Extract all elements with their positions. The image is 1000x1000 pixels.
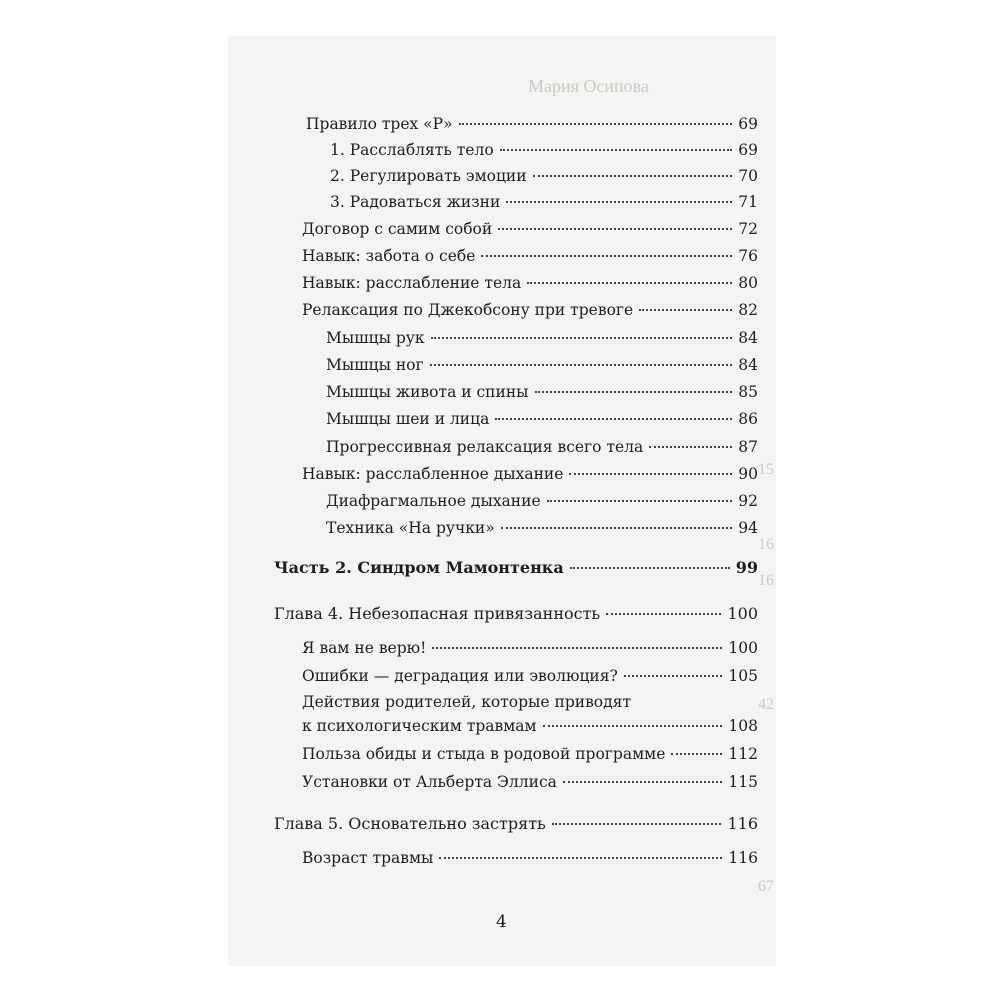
toc-entry xyxy=(302,744,758,764)
toc-entry xyxy=(302,666,758,686)
toc-entry-title: Диафрагмальное дыхание xyxy=(326,492,541,510)
toc-entry-page: 100 xyxy=(727,604,758,623)
toc-entry-title: Мышцы рук xyxy=(326,329,425,347)
toc-part-heading xyxy=(274,558,758,578)
toc-entry-title: Мышцы шеи и лица xyxy=(326,410,490,428)
toc-chapter-heading xyxy=(274,814,758,834)
toc-entry-page: 108 xyxy=(728,717,758,735)
toc-entry xyxy=(326,491,758,511)
toc-entry xyxy=(302,772,758,792)
bleed-through-number: 42 xyxy=(758,696,774,713)
bleed-through-number: 67 xyxy=(758,878,774,895)
toc-entry-page: 69 xyxy=(738,115,758,133)
toc-leader-dots xyxy=(500,149,733,151)
toc-leader-dots xyxy=(535,391,733,393)
toc-leader-dots xyxy=(624,675,723,677)
toc-entry xyxy=(302,246,758,266)
toc-leader-dots xyxy=(498,228,732,230)
toc-entry-page: 84 xyxy=(738,356,758,374)
toc-entry-page: 72 xyxy=(738,220,758,238)
toc-entry-page: 82 xyxy=(738,301,758,319)
toc-leader-dots xyxy=(563,781,723,783)
toc-entry xyxy=(326,355,758,375)
toc-entry-page: 69 xyxy=(738,141,758,159)
toc-entry-title: Я вам не верю! xyxy=(302,639,427,657)
bleed-through-number: 15 xyxy=(758,461,774,478)
toc-leader-dots xyxy=(495,418,732,420)
toc-entry xyxy=(326,518,758,538)
toc-leader-dots xyxy=(606,613,721,615)
toc-leader-dots xyxy=(552,823,722,825)
toc-entry-page: 71 xyxy=(738,193,758,211)
toc-entry-title: Навык: расслабленное дыхание xyxy=(302,465,564,483)
toc-leader-dots xyxy=(439,857,722,859)
toc-entry-title: Прогрессивная релаксация всего тела xyxy=(326,438,644,456)
toc-leader-dots xyxy=(547,500,733,502)
toc-leader-dots xyxy=(533,175,733,177)
toc-entry-page: 85 xyxy=(738,383,758,401)
toc-chapter-heading xyxy=(274,604,758,624)
toc-entry xyxy=(302,219,758,239)
toc-entry xyxy=(326,409,758,429)
toc-entry xyxy=(302,300,758,320)
toc-entry-page: 92 xyxy=(738,492,758,510)
toc-entry-page: 99 xyxy=(735,558,758,577)
toc-entry xyxy=(330,192,758,212)
toc-leader-dots xyxy=(649,446,732,448)
toc-entry xyxy=(326,328,758,348)
toc-entry-title: к психологическим травмам xyxy=(302,717,537,735)
bleed-through-number: 16 xyxy=(758,536,774,553)
toc-leader-dots xyxy=(459,123,733,125)
toc-entry-title: Релаксация по Джекобсону при тревоге xyxy=(302,301,634,319)
toc-entry-title: Мышцы живота и спины xyxy=(326,383,529,401)
toc-entry xyxy=(302,716,758,736)
toc-entry-title: 3. Радоваться жизни xyxy=(330,193,501,211)
page-number: 4 xyxy=(496,912,507,932)
toc-entry xyxy=(302,273,758,293)
toc-entry-title-line1: Действия родителей, которые приводят xyxy=(302,693,632,711)
toc-entry xyxy=(330,166,758,186)
toc-leader-dots xyxy=(671,753,722,755)
toc-entry-page: 112 xyxy=(728,745,758,763)
toc-entry-page: 100 xyxy=(728,639,758,657)
toc-entry-title: Навык: расслабление тела xyxy=(302,274,522,292)
toc-leader-dots xyxy=(506,201,732,203)
toc-entry-title: Навык: забота о себе xyxy=(302,247,476,265)
toc-entry xyxy=(326,437,758,457)
toc-entry-title: Мышцы ног xyxy=(326,356,424,374)
toc-entry xyxy=(302,464,758,484)
toc-leader-dots xyxy=(569,473,732,475)
toc-entry-title: Глава 4. Небезопасная привязанность xyxy=(274,604,601,623)
toc-entry-title: Договор с самим собой xyxy=(302,220,493,238)
toc-entry-title: Техника «На ручки» xyxy=(326,519,495,537)
toc-entry xyxy=(326,382,758,402)
book-page xyxy=(228,36,776,966)
toc-leader-dots xyxy=(501,527,733,529)
toc-entry xyxy=(302,638,758,658)
toc-entry-page: 70 xyxy=(738,167,758,185)
toc-entry-title: Правило трех «Р» xyxy=(306,115,453,133)
toc-entry-title: 2. Регулировать эмоции xyxy=(330,167,527,185)
toc-entry-title: Возраст травмы xyxy=(302,849,434,867)
toc-entry-page: 116 xyxy=(728,849,758,867)
toc-entry-page: 76 xyxy=(738,247,758,265)
toc-entry xyxy=(330,140,758,160)
toc-leader-dots xyxy=(543,725,723,727)
bleed-through-number: 16 xyxy=(758,572,774,589)
toc-entry-title: 1. Расслаблять тело xyxy=(330,141,494,159)
toc-entry-page: 90 xyxy=(738,465,758,483)
toc-entry-page: 116 xyxy=(727,814,758,833)
toc-entry-page: 84 xyxy=(738,329,758,347)
toc-entry xyxy=(302,848,758,868)
toc-entry-page: 86 xyxy=(738,410,758,428)
toc-leader-dots xyxy=(430,364,733,366)
toc-leader-dots xyxy=(527,282,732,284)
toc-leader-dots xyxy=(431,337,733,339)
toc-leader-dots xyxy=(639,309,732,311)
toc-entry-page: 105 xyxy=(728,667,758,685)
toc-entry-title: Установки от Альберта Эллиса xyxy=(302,773,557,791)
toc-entry-page: 80 xyxy=(738,274,758,292)
toc-entry xyxy=(306,114,758,134)
toc-entry-title: Часть 2. Синдром Мамонтенка xyxy=(274,558,564,577)
toc-entry-page: 87 xyxy=(738,438,758,456)
toc-entry-title: Глава 5. Основательно застрять xyxy=(274,814,546,833)
bleed-through-author: Мария Осипова xyxy=(528,76,649,96)
toc-leader-dots xyxy=(570,567,730,569)
toc-leader-dots xyxy=(481,255,732,257)
toc-leader-dots xyxy=(432,647,722,649)
toc-entry-title: Польза обиды и стыда в родовой программе xyxy=(302,745,666,763)
toc-entry-page: 115 xyxy=(728,773,758,791)
toc-entry-page: 94 xyxy=(738,519,758,537)
toc-entry-title: Ошибки — деградация или эволюция? xyxy=(302,667,618,685)
